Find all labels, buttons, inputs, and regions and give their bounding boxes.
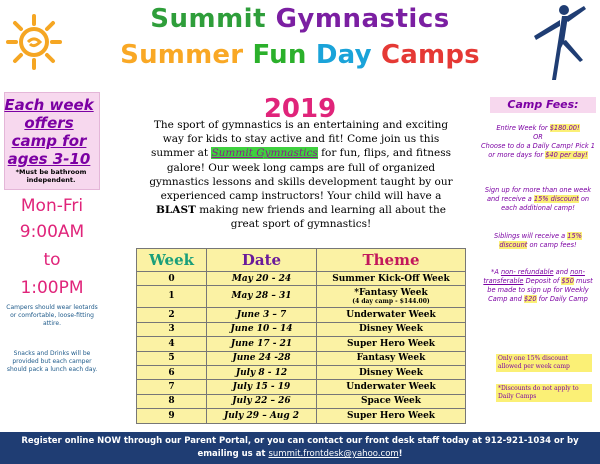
attire-note: Campers should wear leotards or comfortable, loose-fitting attire. xyxy=(6,304,98,327)
camp-fees-title: Camp Fees: xyxy=(490,97,596,113)
week-number: 0 xyxy=(137,272,207,286)
title-word-gymnastics: Gymnastics xyxy=(275,4,450,34)
week-theme: Super Hero Week xyxy=(317,337,466,351)
fee-sibling-discount: 15% discount xyxy=(499,232,582,249)
fee-deposit-b: non- refundable xyxy=(500,268,554,276)
to-text: to xyxy=(43,250,61,270)
week-theme: Fantasy Week xyxy=(317,351,466,365)
fee-deposit-d: non-transferable xyxy=(483,268,585,285)
fee-deposit-c: and xyxy=(553,268,571,276)
email-link[interactable]: summit.frontdesk@yahoo.com xyxy=(268,449,399,459)
table-row xyxy=(137,394,466,408)
fee-sibling-before: Siblings will receive a xyxy=(494,232,568,240)
fee-deposit-g: for Daily Camp xyxy=(536,295,588,303)
fee-or: OR xyxy=(533,133,543,141)
ages-heading: Each week offers camp for ages 3-10 xyxy=(4,96,94,168)
table-row xyxy=(137,409,466,423)
table-header-row xyxy=(137,249,466,272)
fee-multi-week xyxy=(480,186,596,213)
week-theme: Disney Week xyxy=(317,322,466,336)
camp-schedule-table xyxy=(136,248,466,424)
table-row xyxy=(137,380,466,394)
table-row xyxy=(137,322,466,336)
snack-note: Snacks and Drinks will be provided but each camper should pack a lunch each day. xyxy=(6,350,98,373)
start-time: 9:00AM xyxy=(19,222,85,242)
fee-multi-week-after: on each additional camp! xyxy=(501,195,590,212)
gymnast-silhouette-icon xyxy=(528,2,588,82)
fee-deposit-f: must be made to sign up for Weekly Camp and xyxy=(487,277,593,303)
week-theme-cell xyxy=(317,286,466,308)
week-theme: Underwater Week xyxy=(317,380,466,394)
end-time: 1:00PM xyxy=(20,278,84,298)
week-number: 4 xyxy=(137,337,207,351)
table-row xyxy=(137,286,466,308)
week-number: 8 xyxy=(137,394,207,408)
week-theme-sub: (4 day camp - $144.00) xyxy=(352,297,430,305)
title-summer-fun-day-camps xyxy=(40,40,560,70)
week-theme: Disney Week xyxy=(317,365,466,379)
header-date: Date xyxy=(207,249,317,272)
fee-multi-week-discount: 15% discount xyxy=(533,195,579,203)
bathroom-note: *Must be bathroom independent. xyxy=(15,168,87,184)
fee-entire-week-price: $180.00! xyxy=(549,124,580,132)
fee-daily-price: $40 per day! xyxy=(545,151,588,159)
week-theme: *Fantasy Week xyxy=(354,287,428,298)
footer-line2-before: emailing us at xyxy=(197,449,269,459)
intro-text-3: making new friends and learning all about the great sport of gymnastics! xyxy=(195,204,446,231)
fee-sibling xyxy=(480,232,596,250)
fee-sibling-after: on camp fees! xyxy=(527,241,577,249)
title-word-camps: Camps xyxy=(381,40,480,70)
table-row xyxy=(137,272,466,286)
intro-text-2: for fun, flips, and fitness galore! Our week long camps are full of organized gymnastics lessons and skills development taught by our experienced camp instructors! Your child will have a xyxy=(149,147,453,203)
week-theme: Underwater Week xyxy=(317,308,466,322)
week-date: June 10 – 14 xyxy=(207,322,317,336)
week-number: 7 xyxy=(137,380,207,394)
week-number: 6 xyxy=(137,365,207,379)
week-number: 5 xyxy=(137,351,207,365)
fee-multi-week-before: Sign up for more than one week and receive a xyxy=(484,186,592,203)
footer-line2 xyxy=(0,448,600,461)
title-word-fun: Fun xyxy=(252,40,307,70)
week-number: 3 xyxy=(137,322,207,336)
week-date: July 8 - 12 xyxy=(207,365,317,379)
fee-deposit xyxy=(480,268,596,304)
table-row xyxy=(137,337,466,351)
week-theme: Summer Kick-Off Week xyxy=(317,272,466,286)
header-week: Week xyxy=(137,249,207,272)
header-theme: Theme xyxy=(317,249,466,272)
fee-deposit-daily: $20 xyxy=(523,295,537,303)
intro-paragraph xyxy=(142,118,460,232)
week-date: July 15 - 19 xyxy=(207,380,317,394)
week-date: June 17 - 21 xyxy=(207,337,317,351)
week-date: June 24 -28 xyxy=(207,351,317,365)
title-word-summit: Summit xyxy=(150,4,267,34)
week-number: 9 xyxy=(137,409,207,423)
fee-entire-week xyxy=(480,124,596,160)
week-date: July 29 – Aug 2 xyxy=(207,409,317,423)
week-theme: Space Week xyxy=(317,394,466,408)
daily-discount-note: *Discounts do not apply to Daily Camps xyxy=(496,384,592,402)
title-word-summer: Summer xyxy=(120,40,244,70)
week-date: May 28 – 31 xyxy=(207,286,317,308)
week-theme: Super Hero Week xyxy=(317,409,466,423)
intro-blast: BLAST xyxy=(156,204,196,217)
title-word-day: Day xyxy=(315,40,372,70)
table-row xyxy=(137,351,466,365)
discount-limit-note: Only one 15% discount allowed per week camp xyxy=(496,354,592,372)
fee-deposit-e: Deposit of xyxy=(523,277,562,285)
fee-deposit-a: *A xyxy=(491,268,501,276)
footer-banner xyxy=(0,432,600,464)
table-row xyxy=(137,308,466,322)
days-text: Mon-Fri xyxy=(20,196,84,216)
fee-entire-week-label: Entire Week for xyxy=(496,124,550,132)
title-summit-gymnastics xyxy=(0,4,600,34)
week-number: 1 xyxy=(137,286,207,308)
summit-gymnastics-link[interactable]: Summit Gymnastics xyxy=(211,147,318,160)
footer-line2-after: ! xyxy=(398,449,403,459)
fee-deposit-amount: $50 xyxy=(561,277,574,285)
table-row xyxy=(137,365,466,379)
week-date: June 3 – 7 xyxy=(207,308,317,322)
week-date: May 20 - 24 xyxy=(207,272,317,286)
week-date: July 22 – 26 xyxy=(207,394,317,408)
year: 2019 xyxy=(263,94,337,124)
week-number: 2 xyxy=(137,308,207,322)
footer-line1: Register online NOW through our Parent Portal, or you can contact our front desk staff today at 912-921-1034 or by xyxy=(21,436,579,446)
fee-daily-label: Choose to do a Daily Camp! Pick 1 or more days for xyxy=(481,142,595,159)
intro-text-1: The sport of gymnastics is an entertaining and exciting way for kids to stay active and fit! Come join us this summer at xyxy=(151,119,449,160)
